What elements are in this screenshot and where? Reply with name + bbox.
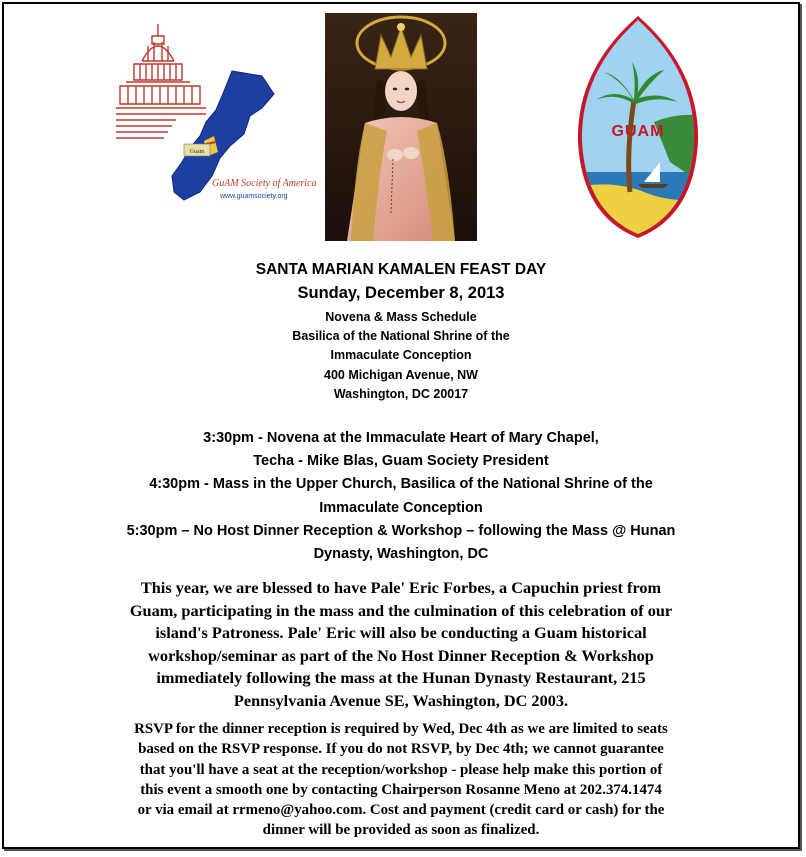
rsvp-paragraph — [74, 719, 728, 841]
paragraph-line: workshop/seminar as part of the No Host Dinner Reception & Workshop — [148, 645, 654, 665]
seal-text: GUAM — [611, 123, 665, 140]
schedule-item: Immaculate Conception — [319, 499, 483, 516]
city-line: Washington, DC 20017 — [333, 386, 469, 401]
venue-line: Basilica of the National Shrine of the — [292, 329, 510, 344]
event-header — [4, 260, 798, 404]
schedule-item: 5:30pm – No Host Dinner Reception & Workshop – following the Mass @ Hunan — [126, 522, 676, 539]
schedule-list — [64, 427, 738, 566]
paragraph-line: dinner will be provided as soon as finalized. — [262, 822, 540, 839]
schedule-item: 3:30pm - Novena at the Immaculate Heart of Mary Chapel, — [203, 430, 599, 446]
paragraph-line: or via email at rrmeno@yahoo.com. Cost and payment (credit card or cash) for the — [137, 802, 665, 819]
venue-line: Immaculate Conception — [330, 348, 472, 363]
paragraph-line: Guam, participating in the mass and the culmination of this celebration of our — [129, 600, 673, 620]
paragraph-line: immediately following the mass at the Hunan Dynasty Restaurant, 215 — [156, 668, 646, 688]
paragraph-line: This year, we are blessed to have Pale' Eric Forbes, a Capuchin priest from — [140, 578, 662, 597]
santa-marian-kamalen-photo — [325, 13, 477, 241]
guam-society-logo — [112, 16, 317, 216]
address-line: 400 Michigan Avenue, NW — [324, 367, 478, 382]
society-name: GuAM Society of America — [212, 178, 317, 189]
schedule-item: Dynasty, Washington, DC — [313, 546, 489, 563]
schedule-item: 4:30pm - Mass in the Upper Church, Basilica of the National Shrine of the — [149, 476, 653, 493]
society-website: www.guamsociety.org — [220, 193, 288, 200]
paragraph-line: Pennsylvania Avenue SE, Washington, DC 2003. — [233, 690, 569, 710]
schedule-heading: Novena & Mass Schedule — [325, 310, 477, 324]
event-date: Sunday, December 8, 2013 — [297, 284, 505, 302]
announcement-paragraph — [74, 577, 728, 713]
event-title: SANTA MARIAN KAMALEN FEAST DAY — [255, 261, 547, 278]
guam-seal — [574, 12, 702, 240]
flyer — [2, 2, 800, 849]
map-label: Guam — [189, 149, 205, 155]
paragraph-line: that you'll have a seat at the reception/workshop - please help make this portion of — [139, 761, 663, 778]
schedule-item: Techa - Mike Blas, Guam Society President — [253, 453, 549, 470]
paragraph-line: island's Patroness. Pale' Eric will also be conducting a Guam historical — [155, 623, 647, 643]
paragraph-line: this event a smooth one by contacting Chairperson Rosanne Meno at 202.374.1474 — [140, 781, 662, 798]
paragraph-line: based on the RSVP response. If you do not RSVP, by Dec 4th; we cannot guarantee — [138, 741, 664, 758]
paragraph-line: RSVP for the dinner reception is required by Wed, Dec 4th as we are limited to seats — [134, 721, 668, 737]
